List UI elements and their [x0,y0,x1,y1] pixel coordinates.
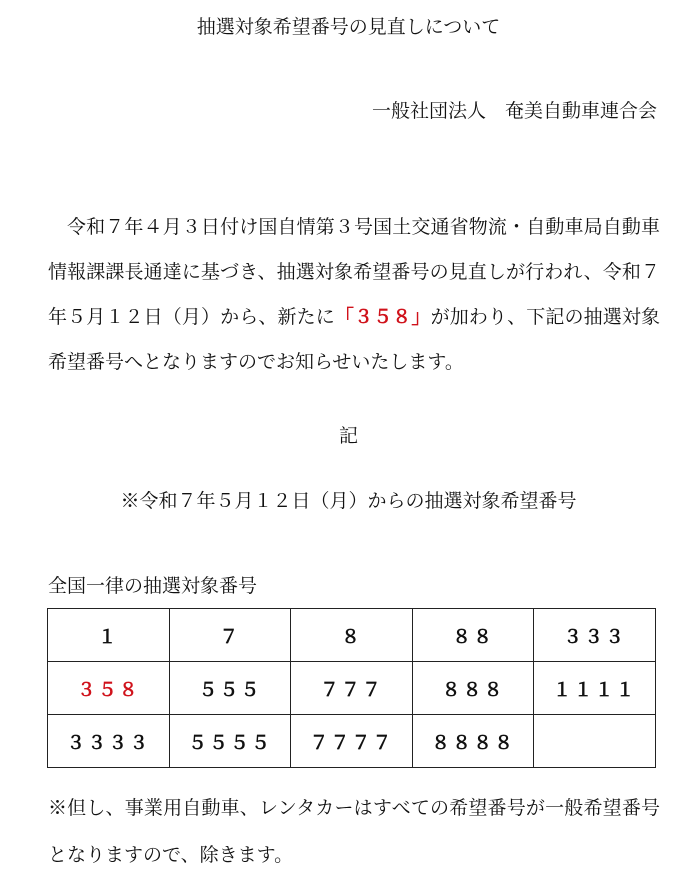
table-cell-new-number: ３５８ [48,662,170,715]
table-cell: １１１１ [534,662,656,715]
table-cell: ３３３３ [48,715,170,768]
table-cell: ７７７７ [291,715,413,768]
table-label: 全国一律の抽選対象番号 [48,575,258,597]
table-cell: ８８８ [412,662,534,715]
body-paragraph [48,205,660,385]
table-cell: ７ [169,609,291,662]
ki-heading: 記 [338,425,358,447]
table-cell: ３３３ [534,609,656,662]
table-cell-empty [534,715,656,768]
new-number-highlight: 「３５８」 [334,306,431,328]
table-cell: ８８８８ [412,715,534,768]
issuer-name: 一般社団法人 奄美自動車連合会 [371,100,657,122]
table-cell: ５５５ [169,662,291,715]
table-cell: ８ [291,609,413,662]
table-cell: ７７７ [291,662,413,715]
document-title: 抽選対象希望番号の見直しについて [196,16,501,38]
table-cell: ８８ [412,609,534,662]
exception-note: ※但し、事業用自動車、レンタカーはすべての希望番号が一般希望番号となりますので、除きます。 [48,797,660,866]
table-cell: １ [48,609,170,662]
table-cell: ５５５５ [169,715,291,768]
table-row [48,662,656,715]
body-text-part1: 令和７年４月３日付け国自情第３号国土交通省物流・自動車局自動車情報課課長通達に基づき、抽選対象希望番号の見直しが行われ、令和７年５月１２日（月）から、新たに [48,216,660,328]
body-text-part2: が加わり、下記の抽選対象希望番号へとなりますのでお知らせいたします。 [48,306,660,373]
lottery-number-table [47,608,656,768]
table-row [48,609,656,662]
table-row [48,715,656,768]
subheading: ※令和７年５月１２日（月）からの抽選対象希望番号 [120,490,577,512]
